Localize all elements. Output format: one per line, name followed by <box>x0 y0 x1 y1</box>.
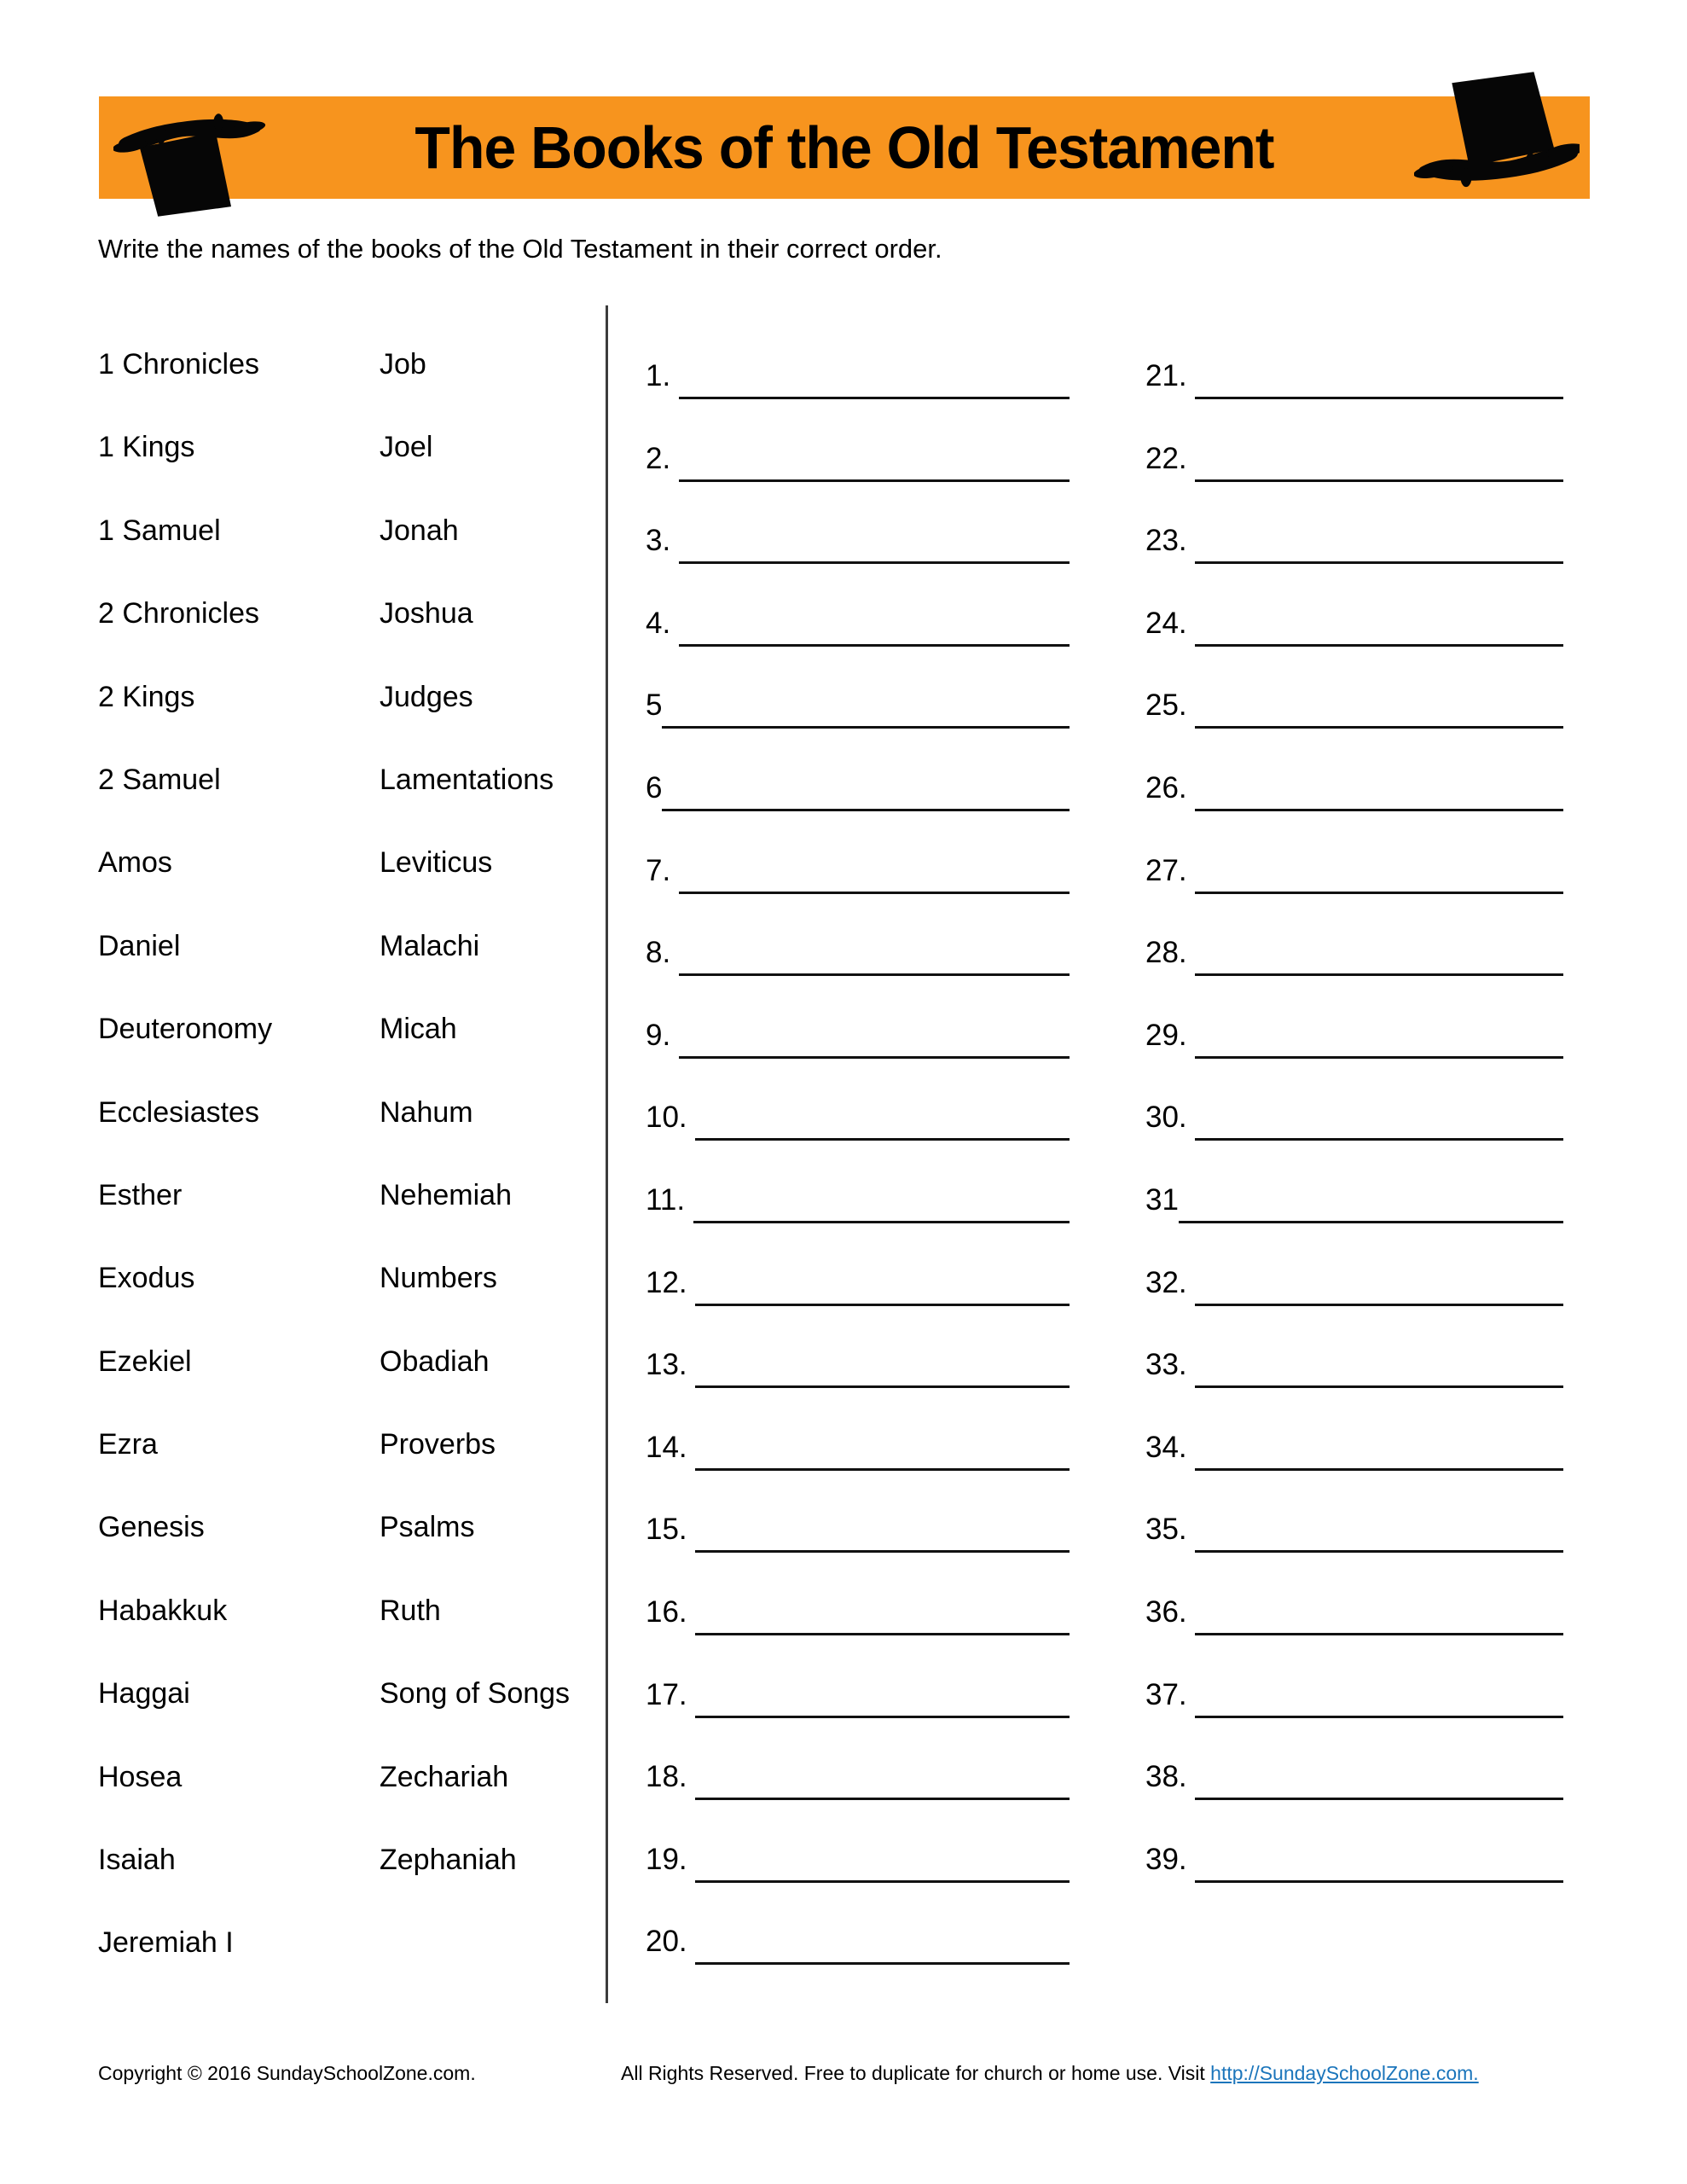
answer-blank-line[interactable] <box>695 1097 1070 1141</box>
answer-number: 30. <box>1145 1101 1196 1135</box>
answer-row <box>1145 439 1563 521</box>
answer-number: 35. <box>1145 1513 1196 1547</box>
scroll-icon-left <box>113 107 269 219</box>
answer-number: 5 <box>646 688 663 723</box>
answer-number: 23. <box>1145 524 1196 558</box>
answer-row <box>1145 768 1563 851</box>
answer-row <box>1145 1427 1563 1510</box>
answer-blank-line[interactable] <box>695 1839 1070 1883</box>
answer-blank-line[interactable] <box>662 768 1070 811</box>
word-bank-item: Habakkuk <box>98 1594 228 1627</box>
answer-blank-line[interactable] <box>695 1592 1070 1635</box>
answer-blank-line[interactable] <box>1195 685 1563 729</box>
answer-number: 3. <box>646 524 679 558</box>
word-bank-item: Leviticus <box>380 846 493 880</box>
answer-number: 28. <box>1145 936 1196 970</box>
answer-row <box>646 1427 1070 1510</box>
word-bank-item: 2 Samuel <box>98 763 221 796</box>
answer-blank-line[interactable] <box>679 1015 1070 1059</box>
word-bank-item: Nehemiah <box>380 1178 512 1211</box>
answer-blank-line[interactable] <box>1195 1015 1563 1059</box>
answer-blank-line[interactable] <box>679 851 1070 894</box>
answer-number: 2. <box>646 441 679 475</box>
word-bank-item: Daniel <box>98 929 181 962</box>
word-bank-item: Zechariah <box>380 1760 509 1793</box>
answer-blank-line[interactable] <box>679 439 1070 482</box>
answer-blank-line[interactable] <box>679 932 1070 976</box>
answer-row <box>646 356 1070 439</box>
word-bank-item: Exodus <box>98 1262 195 1295</box>
word-bank-item: 1 Kings <box>98 431 195 464</box>
answer-row <box>1145 1180 1563 1263</box>
word-bank-item: Lamentations <box>380 763 554 796</box>
website-link[interactable]: http://SundaySchoolZone.com. <box>1210 2062 1479 2084</box>
answer-number: 8. <box>646 936 679 970</box>
answer-row <box>1145 1097 1563 1180</box>
answer-number: 32. <box>1145 1265 1196 1299</box>
answer-row <box>1145 520 1563 603</box>
answer-row <box>646 1015 1070 1098</box>
answer-row <box>646 1097 1070 1180</box>
answer-number: 36. <box>1145 1594 1196 1629</box>
answer-blank-line[interactable] <box>1195 1675 1563 1718</box>
word-bank-item: Joel <box>380 431 433 464</box>
answer-number: 21. <box>1145 359 1196 392</box>
answer-number: 19. <box>646 1842 696 1876</box>
answer-number: 27. <box>1145 853 1196 887</box>
answer-number: 38. <box>1145 1760 1196 1794</box>
answer-blank-line[interactable] <box>1195 851 1563 894</box>
answer-number: 26. <box>1145 770 1196 804</box>
answer-row <box>646 603 1070 686</box>
answer-number: 11. <box>646 1182 693 1217</box>
word-bank-column-2 <box>380 346 570 1924</box>
word-bank-item: Deuteronomy <box>98 1013 273 1046</box>
answer-row <box>646 851 1070 933</box>
word-bank-item: Job <box>380 348 426 380</box>
answer-blanks-1-20 <box>646 356 1070 2004</box>
answer-blank-line[interactable] <box>679 356 1070 399</box>
answer-row <box>1145 932 1563 1015</box>
word-bank-item: Esther <box>98 1178 183 1211</box>
answer-number: 9. <box>646 1018 679 1052</box>
answer-number: 39. <box>1145 1842 1196 1876</box>
answer-row <box>1145 1015 1563 1098</box>
word-bank-item: Proverbs <box>380 1428 496 1461</box>
answer-blank-line[interactable] <box>1195 1263 1563 1306</box>
answer-row <box>646 1757 1070 1839</box>
word-bank-item: Jeremiah I <box>98 1926 234 1960</box>
word-bank-item: Joshua <box>380 597 473 630</box>
answer-row <box>646 1263 1070 1345</box>
column-divider <box>606 305 608 2003</box>
answer-blank-line[interactable] <box>1195 1097 1563 1141</box>
page-title: The Books of the Old Testament <box>415 114 1274 181</box>
answer-blank-line[interactable] <box>679 603 1070 647</box>
answer-row <box>646 932 1070 1015</box>
word-bank-item: Isaiah <box>98 1844 176 1877</box>
answer-row <box>646 1180 1070 1263</box>
answer-blank-line[interactable] <box>1195 439 1563 482</box>
word-bank-item: Zephaniah <box>380 1844 517 1877</box>
word-bank-item: 2 Chronicles <box>98 597 259 630</box>
word-bank-item: Song of Songs <box>380 1677 571 1711</box>
answer-blank-line[interactable] <box>695 1921 1070 1965</box>
scroll-icon-right <box>1414 62 1580 201</box>
word-bank-item: Ezra <box>98 1428 158 1461</box>
answer-row <box>1145 356 1563 439</box>
answer-number: 16. <box>646 1594 696 1629</box>
answer-blank-line[interactable] <box>1195 1839 1563 1883</box>
answer-blank-line[interactable] <box>695 1757 1070 1800</box>
answer-number: 12. <box>646 1265 696 1299</box>
answer-blank-line[interactable] <box>1179 1180 1563 1223</box>
answer-number: 15. <box>646 1513 696 1547</box>
answer-row <box>1145 851 1563 933</box>
word-bank-item: Amos <box>98 846 172 880</box>
word-bank-item: Ecclesiastes <box>98 1095 259 1129</box>
answer-row <box>646 1509 1070 1592</box>
word-bank-item: Hosea <box>98 1760 183 1793</box>
answer-blank-line[interactable] <box>1195 932 1563 976</box>
answer-row <box>646 1921 1070 2004</box>
answer-row <box>1145 685 1563 768</box>
answer-number: 18. <box>646 1760 696 1794</box>
word-bank-item: Haggai <box>98 1677 190 1711</box>
answer-number: 25. <box>1145 688 1196 723</box>
instructions-text: Write the names of the books of the Old Testament in their correct order. <box>98 234 942 264</box>
answer-row <box>1145 603 1563 686</box>
answer-row <box>1145 1675 1563 1757</box>
answer-blank-line[interactable] <box>1195 603 1563 647</box>
rights-text <box>621 2060 1479 2086</box>
word-bank-item: 2 Kings <box>98 680 195 713</box>
answer-number: 14. <box>646 1430 696 1464</box>
answer-blank-line[interactable] <box>1195 768 1563 811</box>
answer-blank-line[interactable] <box>1195 1757 1563 1800</box>
answer-blank-line[interactable] <box>695 1427 1070 1471</box>
word-bank-item: 1 Chronicles <box>98 348 259 380</box>
answer-row <box>646 439 1070 521</box>
answer-row <box>1145 1592 1563 1675</box>
answer-blank-line[interactable] <box>1195 520 1563 564</box>
answer-blank-line[interactable] <box>679 520 1070 564</box>
word-bank-item: Malachi <box>380 929 480 962</box>
answer-number: 31 <box>1145 1182 1179 1217</box>
word-bank-item: Psalms <box>380 1511 475 1544</box>
answer-row <box>1145 1839 1563 1922</box>
answer-row <box>646 1345 1070 1427</box>
answer-number: 29. <box>1145 1018 1196 1052</box>
word-bank-item: Obadiah <box>380 1345 490 1378</box>
word-bank-item: Judges <box>380 680 473 713</box>
answer-blank-line[interactable] <box>1195 1592 1563 1635</box>
word-bank-column-1 <box>98 346 272 2007</box>
answer-number: 34. <box>1145 1430 1196 1464</box>
answer-number: 33. <box>1145 1348 1196 1382</box>
answer-blank-line[interactable] <box>1195 1509 1563 1553</box>
answer-number: 22. <box>1145 441 1196 475</box>
word-bank-item: Jonah <box>380 514 459 547</box>
answer-number: 4. <box>646 606 679 640</box>
title-banner <box>99 96 1590 199</box>
word-bank-item: Ruth <box>380 1594 441 1627</box>
rights-prefix: All Rights Reserved. Free to duplicate for church or home use. Visit <box>621 2062 1205 2084</box>
answer-row <box>1145 1263 1563 1345</box>
answer-blank-line[interactable] <box>693 1180 1070 1223</box>
answer-row <box>646 1592 1070 1675</box>
answer-number: 37. <box>1145 1677 1196 1711</box>
word-bank-item: Micah <box>380 1013 457 1046</box>
answer-row <box>646 1839 1070 1922</box>
answer-number: 1. <box>646 359 679 392</box>
answer-row <box>1145 1757 1563 1839</box>
answer-number: 24. <box>1145 606 1196 640</box>
copyright-text: Copyright © 2016 SundaySchoolZone.com. <box>98 2062 476 2084</box>
answer-blank-line[interactable] <box>1195 356 1563 399</box>
word-bank-item: Numbers <box>380 1262 497 1295</box>
answer-number: 7. <box>646 853 679 887</box>
answer-number: 6 <box>646 770 663 804</box>
word-bank-item: Ezekiel <box>98 1345 192 1378</box>
answer-blank-line[interactable] <box>695 1263 1070 1306</box>
answer-number: 17. <box>646 1677 696 1711</box>
answer-row <box>646 520 1070 603</box>
answer-number: 20. <box>646 1925 696 1959</box>
word-bank-item: 1 Samuel <box>98 514 221 547</box>
answer-number: 13. <box>646 1348 696 1382</box>
answer-row <box>646 1675 1070 1757</box>
answer-blank-line[interactable] <box>695 1675 1070 1718</box>
answer-blank-line[interactable] <box>695 1345 1070 1388</box>
word-bank-item: Nahum <box>380 1095 473 1129</box>
answer-row <box>646 768 1070 851</box>
answer-row <box>1145 1345 1563 1427</box>
answer-number: 10. <box>646 1101 696 1135</box>
answer-blank-line[interactable] <box>1195 1345 1563 1388</box>
answer-blanks-21-39 <box>1145 356 1563 1921</box>
answer-blank-line[interactable] <box>1195 1427 1563 1471</box>
word-bank-item: Genesis <box>98 1511 205 1544</box>
answer-row <box>646 685 1070 768</box>
answer-blank-line[interactable] <box>662 685 1070 729</box>
answer-blank-line[interactable] <box>695 1509 1070 1553</box>
answer-row <box>1145 1509 1563 1592</box>
